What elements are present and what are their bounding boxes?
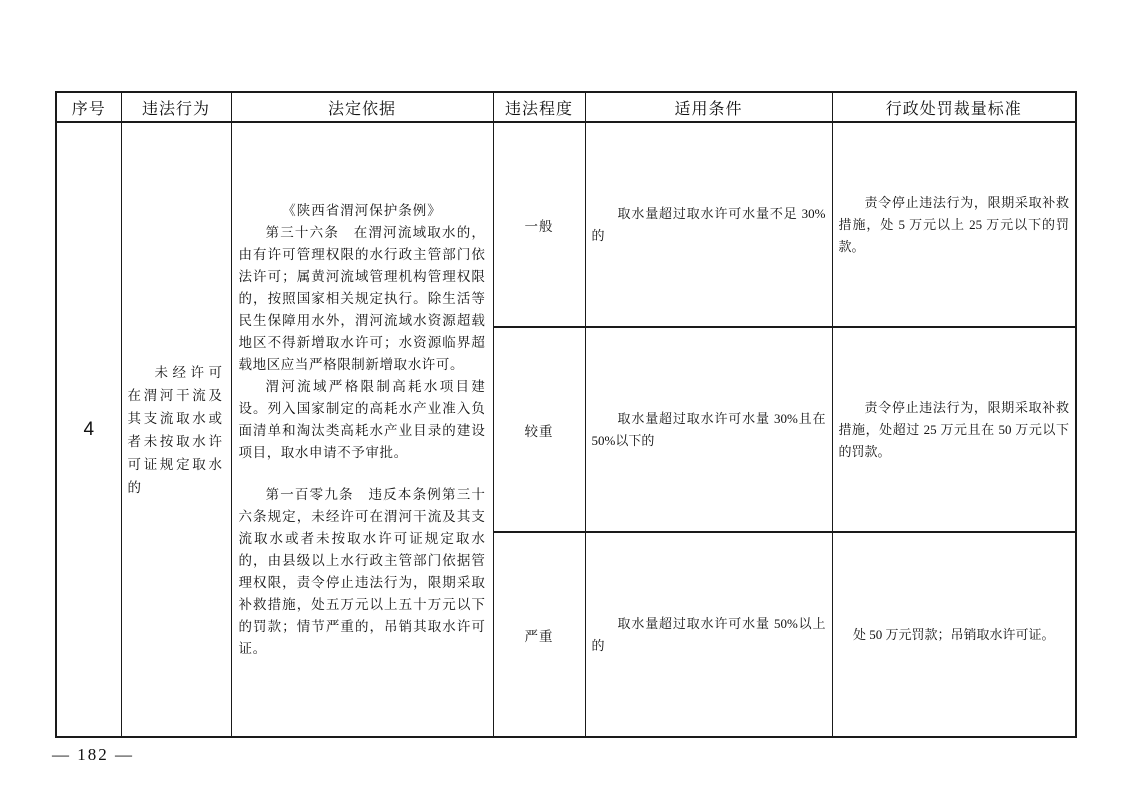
table-header-row bbox=[56, 92, 1076, 122]
condition-text: 取水量超过取水许可水量不足 30%的 bbox=[591, 205, 826, 243]
penalty-discretion-table bbox=[55, 91, 1077, 738]
condition-text: 取水量超过取水许可水量 50%以上的 bbox=[591, 615, 826, 653]
legal-basis-paragraph: 渭河流域严格限制高耗水项目建设。列入国家制定的高耗水产业准入负面清单和淘汰类高耗水产业目录的建设项目，取水申请不予审批。 bbox=[238, 378, 486, 460]
col-header-index: 序号 bbox=[56, 92, 121, 122]
legal-basis-title: 《陕西省渭河保护条例》 bbox=[282, 202, 442, 218]
cell-violation bbox=[121, 122, 231, 737]
condition-text: 取水量超过取水许可水量 30%且在50%以下的 bbox=[591, 410, 826, 448]
col-header-condition: 适用条件 bbox=[585, 92, 832, 122]
severity-cell-severe: 严重 bbox=[493, 532, 585, 737]
severity-cell-moderate: 较重 bbox=[493, 327, 585, 532]
condition-cell-severe bbox=[585, 532, 832, 737]
severity-cell-general: 一般 bbox=[493, 122, 585, 327]
penalty-cell-general bbox=[832, 122, 1076, 327]
col-header-severity: 违法程度 bbox=[493, 92, 585, 122]
violation-text: 未经许可在渭河干流及其支流取水或者未按取水许可证规定取水的 bbox=[127, 364, 225, 495]
penalty-cell-severe: 处 50 万元罚款；吊销取水许可证。 bbox=[832, 532, 1076, 737]
cell-row-index: 4 bbox=[56, 122, 121, 737]
legal-basis-paragraph: 第三十六条 在渭河流域取水的，由有许可管理权限的水行政主管部门依法许可；属黄河流域管理机构管理权限的，按照国家相关规定执行。除生活等民生保障用水外，渭河流域水资源超载地区不得新增取水许可；水资源临界超载地区应当严格限制新增取水许可。 bbox=[238, 224, 486, 372]
legal-basis-paragraph: 第一百零九条 违反本条例第三十六条规定，未经许可在渭河干流及其支流取水或者未按取水许可证规定取水的，由县级以上水行政主管部门依据管理权限，责令停止违法行为，限期采取补救措施，处五万元以上五十万元以下的罚款；情节严重的，吊销其取水许可证。 bbox=[238, 486, 486, 656]
condition-cell-moderate bbox=[585, 327, 832, 532]
penalty-cell-moderate bbox=[832, 327, 1076, 532]
penalty-text: 责令停止违法行为，限期采取补救措施，处超过 25 万元且在 50 万元以下的罚款。 bbox=[838, 399, 1069, 459]
penalty-text: 责令停止违法行为，限期采取补救措施，处 5 万元以上 25 万元以下的罚款。 bbox=[838, 194, 1069, 254]
condition-cell-general bbox=[585, 122, 832, 327]
col-header-penalty-standard: 行政处罚裁量标准 bbox=[832, 92, 1076, 122]
col-header-violation: 违法行为 bbox=[121, 92, 231, 122]
cell-legal-basis bbox=[231, 122, 493, 737]
col-header-legal-basis: 法定依据 bbox=[231, 92, 493, 122]
table-row-general bbox=[56, 122, 1076, 327]
page-number: — 182 — bbox=[52, 745, 134, 764]
